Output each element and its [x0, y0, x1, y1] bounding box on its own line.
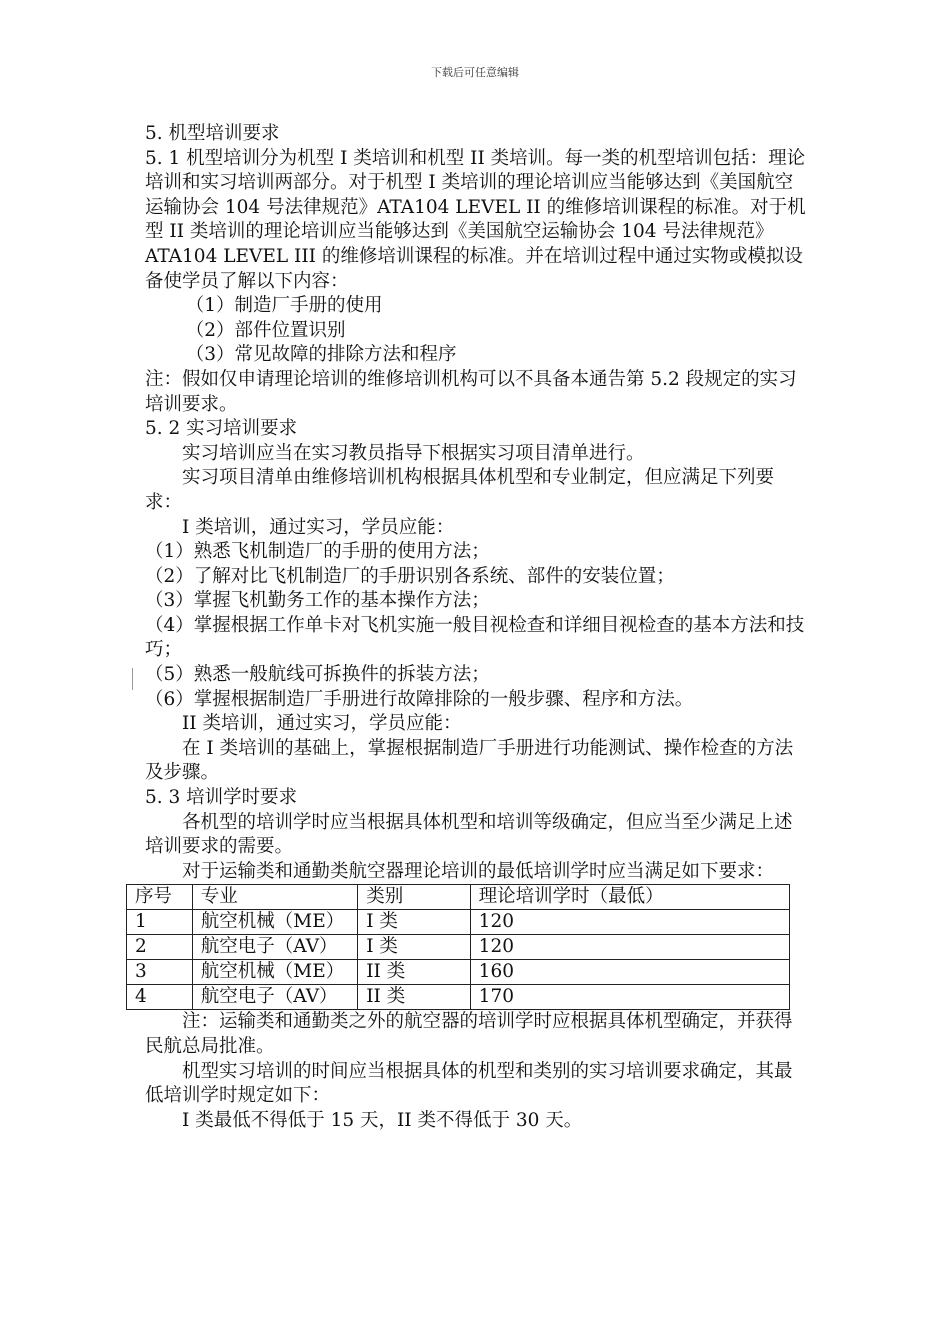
list-item: （6）掌握根据制造厂手册进行故障排除的一般步骤、程序和方法。: [145, 688, 694, 710]
table-header-row: [127, 885, 790, 910]
list-item: （1）制造厂手册的使用: [185, 295, 383, 317]
table-header-cell: 理论培训学时（最低）: [470, 885, 789, 910]
table-cell: I 类: [358, 910, 470, 935]
paragraph-5-2a: 实习培训应当在实习教员指导下根据实习项目清单进行。: [182, 442, 645, 464]
table-row: [127, 960, 790, 985]
margin-line: [132, 668, 133, 690]
note-5-1: 注：假如仅申请理论培训的维修培训机构可以不具备本通告第 5.2 段规定的实习培训要求。: [145, 368, 797, 415]
table-row: [127, 985, 790, 1010]
table-header-cell: 序号: [127, 885, 193, 910]
paragraph-5-3c: 机型实习培训的时间应当根据具体的机型和类别的实习培训要求确定，其最低培训学时规定如下：: [145, 1060, 793, 1107]
table-cell: 120: [470, 910, 789, 935]
class2-intro: II 类培训，通过实习，学员应能：: [182, 713, 462, 735]
note-5-3: 注：运输类和通勤类之外的航空器的培训学时应根据具体机型确定，并获得民航总局批准。: [145, 1011, 793, 1057]
section-title: 5. 机型培训要求: [145, 123, 280, 144]
table-cell: II 类: [358, 985, 470, 1010]
list-item: （2）部件位置识别: [185, 319, 346, 341]
table-cell: 航空机械（ME）: [192, 910, 357, 935]
list-item: （3）常见故障的排除方法和程序: [185, 344, 457, 366]
table-header-cell: 专业: [192, 885, 357, 910]
table-cell: 170: [470, 985, 789, 1010]
table-cell: 航空电子（AV）: [192, 935, 357, 960]
paragraph-5-3b: 对于运输类和通勤类航空器理论培训的最低培训学时应当满足如下要求：: [182, 860, 775, 882]
document-body: [135, 122, 810, 1133]
table-cell: 航空机械（ME）: [192, 960, 357, 985]
list-item: （4）掌握根据工作单卡对飞机实施一般目视检查和详细目视检查的基本方法和技巧；: [145, 614, 805, 661]
class1-intro: I 类培训，通过实习，学员应能：: [182, 516, 455, 538]
subsection-title-5-2: 5. 2 实习培训要求: [145, 418, 298, 440]
paragraph-5-1: 5. 1 机型培训分为机型 I 类培训和机型 II 类培训。每一类的机型培训包括：理论培训和实习培训两部分。对于机型 I 类培训的理论培训应当能够达到《美国航空运输协会 104 号法律规范》ATA104 LEVEL II 的维修培训课程的标准。对于机型 II 类培训的理论培训应当能够达到《美国航空运输协会 104 号法律规范》ATA104 LEVEL III 的维修培训课程的标准。并在培训过程中通过实物或模拟设备使学员了解以下内容：: [145, 147, 806, 292]
table-row: [127, 910, 790, 935]
table-cell: 3: [127, 960, 193, 985]
training-hours-table: [126, 884, 790, 1010]
list-item: （2）了解对比飞机制造厂的手册识别各系统、部件的安装位置；: [145, 565, 675, 587]
list-item: （5）熟悉一般航线可拆换件的拆装方法；: [145, 664, 490, 686]
table-cell: 120: [470, 935, 789, 960]
table-cell: 4: [127, 985, 193, 1010]
paragraph-5-3d: I 类最低不得低于 15 天，II 类不得低于 30 天。: [182, 1109, 583, 1131]
paragraph-5-2b: 实习项目清单由维修培训机构根据具体机型和专业制定，但应满足下列要求：: [145, 467, 775, 513]
class2-text: 在 I 类培训的基础上，掌握根据制造厂手册进行功能测试、操作检查的方法及步骤。: [145, 737, 794, 784]
list-item: （1）熟悉飞机制造厂的手册的使用方法；: [145, 541, 490, 563]
subsection-title-5-3: 5. 3 培训学时要求: [145, 787, 298, 809]
paragraph-5-3a: 各机型的培训学时应当根据具体机型和培训等级确定，但应当至少满足上述培训要求的需要。: [145, 811, 793, 858]
table-cell: 航空电子（AV）: [192, 985, 357, 1010]
page-header: 下载后可任意编辑: [431, 66, 519, 79]
table-cell: II 类: [358, 960, 470, 985]
table-header-cell: 类别: [358, 885, 470, 910]
list-item: （3）掌握飞机勤务工作的基本操作方法；: [145, 590, 490, 612]
table-cell: 160: [470, 960, 789, 985]
table-cell: I 类: [358, 935, 470, 960]
table-row: [127, 935, 790, 960]
table-cell: 1: [127, 910, 193, 935]
table-cell: 2: [127, 935, 193, 960]
